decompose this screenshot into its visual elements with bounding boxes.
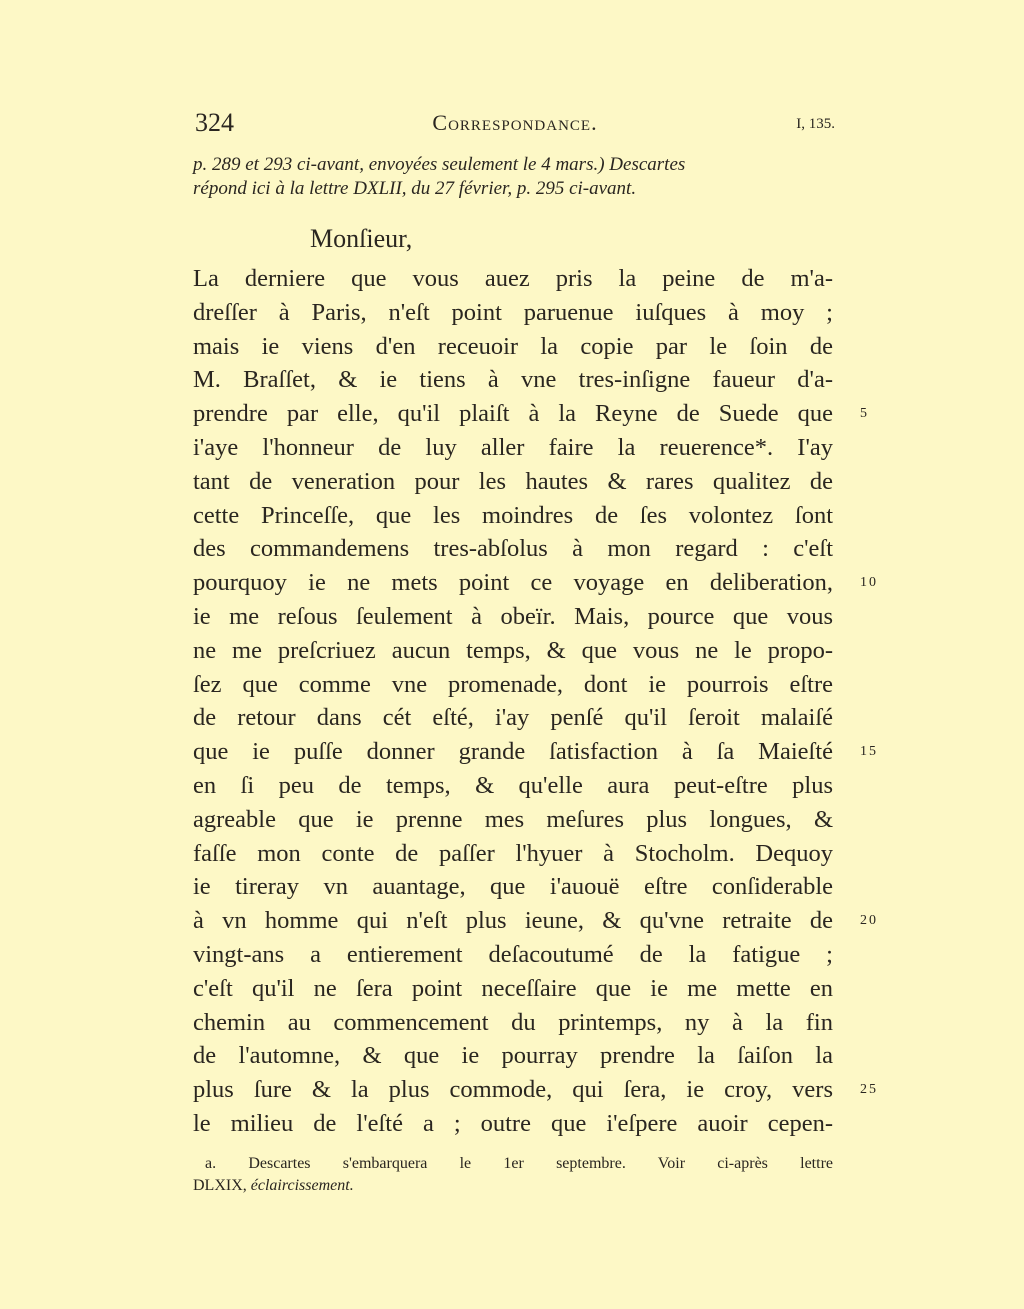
- numbered-line: [193, 397, 869, 431]
- line-number: 10: [860, 575, 878, 591]
- text-line: chemin au commencement du printemps, ny à la fin: [193, 1008, 833, 1036]
- intro-note-line: p. 289 et 293 ci-avant, envoyées seulement le 4 mars.) Descartes: [193, 154, 686, 175]
- page-header: [195, 108, 835, 142]
- text-line: ie tireray vn auantage, que i'auouë eſtre conſiderable: [193, 873, 833, 901]
- text-line: tant de veneration pour les hautes & rares qualitez de: [193, 467, 833, 495]
- text-line: de l'automne, & que ie pourray prendre la ſaiſon la: [193, 1042, 833, 1070]
- text-line: cette Princeſſe, que les moindres de ſes volontez ſont: [193, 501, 833, 529]
- text-line: prendre par elle, qu'il plaiſt à la Reyne de Suede que: [193, 400, 833, 428]
- intro-note-line: répond ici à la lettre DXLII, du 27 février, p. 295 ci-avant.: [193, 178, 637, 199]
- footnote: [193, 1153, 833, 1197]
- running-title: Correspondance.: [432, 110, 598, 135]
- text-line: ne me preſcriuez aucun temps, & que vous ne le propo-: [193, 636, 833, 664]
- footnote-ref: DLXIX,: [193, 1177, 247, 1194]
- text-line: des commandemens tres-abſolus à mon regard : c'eſt: [193, 535, 833, 563]
- line-number: 15: [860, 744, 878, 760]
- footnote-italic: éclaircissement.: [250, 1177, 354, 1194]
- text-line: à vn homme qui n'eſt plus ieune, & qu'vne retraite de: [193, 907, 833, 935]
- numbered-line: [193, 566, 878, 600]
- numbered-line: [193, 904, 878, 938]
- text-line: en ſi peu de temps, & qu'elle aura peut-eſtre plus: [193, 771, 833, 799]
- footnote-line: [193, 1175, 833, 1197]
- text-line: que ie puſſe donner grande ſatisfaction à ſa Maieſté: [193, 738, 833, 766]
- numbered-line: [193, 735, 878, 769]
- text-line: faſſe mon conte de paſſer l'hyuer à Stocholm. Dequoy: [193, 839, 833, 867]
- line-number: 25: [860, 1082, 878, 1098]
- text-line: i'aye l'honneur de luy aller faire la reuerence*. I'ay: [193, 433, 833, 461]
- text-line: pourquoy ie ne mets point ce voyage en deliberation,: [193, 569, 833, 597]
- line-number: 5: [860, 406, 869, 422]
- line-number: 20: [860, 913, 878, 929]
- text-line: agreable que ie prenne mes meſures plus longues, &: [193, 805, 833, 833]
- salutation: Monſieur,: [310, 224, 413, 253]
- text-line: dreſſer à Paris, n'eſt point paruenue iuſques à moy ;: [193, 298, 833, 326]
- text-line: c'eſt qu'il ne ſera point neceſſaire que ie me mette en: [193, 974, 833, 1002]
- letter-body: [193, 262, 878, 1141]
- text-line: vingt-ans a entierement deſacoutumé de la fatigue ;: [193, 940, 833, 968]
- page-number: 324: [195, 108, 234, 137]
- text-line: ſez que comme vne promenade, dont ie pourrois eſtre: [193, 670, 833, 698]
- text-line: La derniere que vous auez pris la peine de m'a-: [193, 265, 833, 292]
- text-line: le milieu de l'eſté a ; outre que i'eſpere auoir cepen-: [193, 1109, 833, 1137]
- text-line: ie me reſous ſeulement à obeïr. Mais, pource que vous: [193, 602, 833, 630]
- footnote-line: a. Descartes s'embarquera le 1er septembre. Voir ci-après lettre: [205, 1155, 833, 1172]
- text-line: de retour dans cét eſté, i'ay penſé qu'il ſeroit malaiſé: [193, 704, 833, 732]
- numbered-line: [193, 1073, 878, 1107]
- intro-note: [193, 153, 833, 201]
- text-line: plus ſure & la plus commode, qui ſera, ie croy, vers: [193, 1076, 833, 1104]
- volume-reference: I, 135.: [796, 116, 835, 132]
- text-line: M. Braſſet, & ie tiens à vne tres-inſigne faueur d'a-: [193, 366, 833, 394]
- text-line: mais ie viens d'en receuoir la copie par le ſoin de: [193, 332, 833, 360]
